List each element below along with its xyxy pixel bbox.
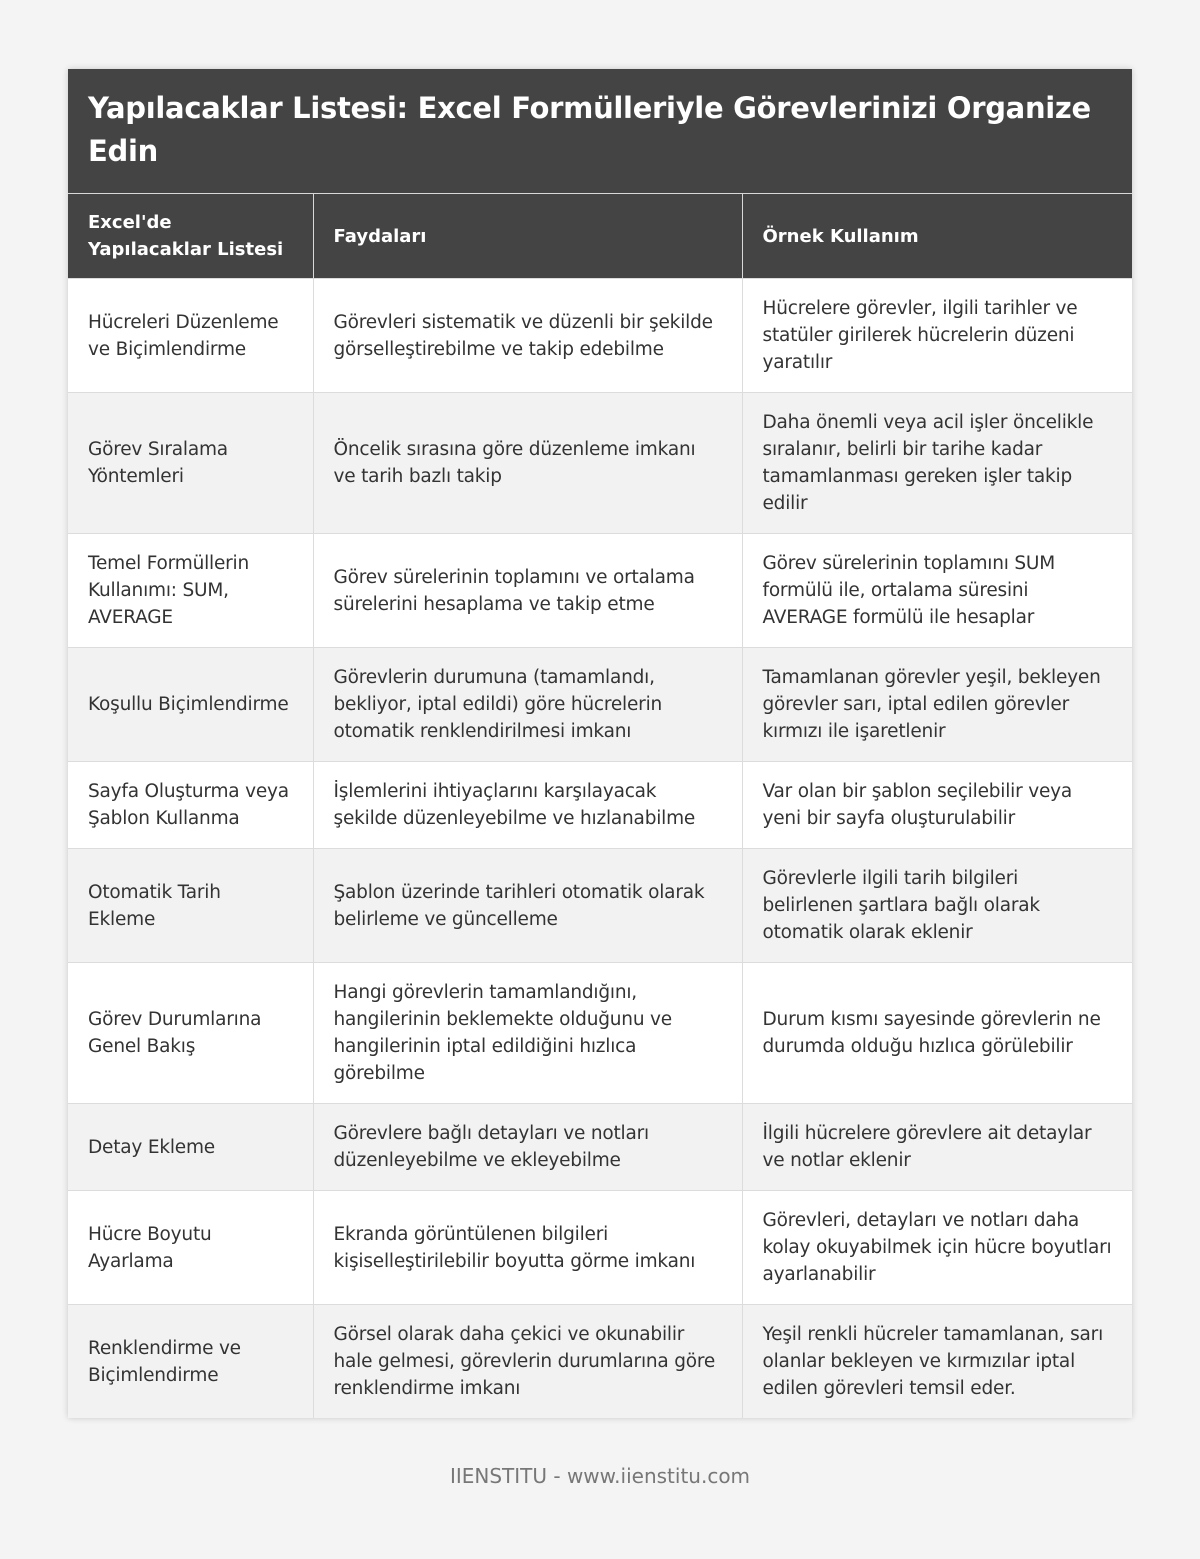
data-table [68,194,1132,1418]
table-row [68,762,1132,849]
table-row [68,393,1132,534]
table-cell: Şablon üzerinde tarihleri otomatik olarak belirleme ve güncelleme [313,849,742,963]
table-header [68,194,1132,279]
table-row [68,534,1132,648]
table-cell: Görevlerle ilgili tarih bilgileri belirlenen şartlara bağlı olarak otomatik olarak eklenir [742,849,1132,963]
table-row [68,1191,1132,1305]
table-cell: Tamamlanan görevler yeşil, bekleyen görevler sarı, iptal edilen görevler kırmızı ile işaretlenir [742,648,1132,762]
table-cell: Öncelik sırasına göre düzenleme imkanı ve tarih bazlı takip [313,393,742,534]
table-cell: Detay Ekleme [68,1104,313,1191]
table-cell: Görev sürelerinin toplamını SUM formülü ile, ortalama süresini AVERAGE formülü ile hesaplar [742,534,1132,648]
table-body [68,279,1132,1419]
table-cell: Görevleri sistematik ve düzenli bir şekilde görselleştirebilme ve takip edebilme [313,279,742,393]
table-cell: Daha önemli veya acil işler öncelikle sıralanır, belirli bir tarihe kadar tamamlanması gereken işler takip edilir [742,393,1132,534]
table-cell: Yeşil renkli hücreler tamamlanan, sarı olanlar bekleyen ve kırmızılar iptal edilen görevleri temsil eder. [742,1305,1132,1419]
table-cell: Görevlere bağlı detayları ve notları düzenleyebilme ve ekleyebilme [313,1104,742,1191]
table-cell: Görevlerin durumuna (tamamlandı, bekliyor, iptal edildi) göre hücrelerin otomatik renklendirilmesi imkanı [313,648,742,762]
table-cell: Temel Formüllerin Kullanımı: SUM, AVERAGE [68,534,313,648]
table-cell: Hücre Boyutu Ayarlama [68,1191,313,1305]
table-cell: Var olan bir şablon seçilebilir veya yeni bir sayfa oluşturulabilir [742,762,1132,849]
table-cell: Hangi görevlerin tamamlandığını, hangilerinin beklemekte olduğunu ve hangilerinin iptal edildiğini hızlıca görebilme [313,963,742,1104]
table-cell: Hücreleri Düzenleme ve Biçimlendirme [68,279,313,393]
table-cell: Renklendirme ve Biçimlendirme [68,1305,313,1419]
table-cell: İşlemlerini ihtiyaçlarını karşılayacak şekilde düzenleyebilme ve hızlanabilme [313,762,742,849]
table-cell: Otomatik Tarih Ekleme [68,849,313,963]
table-cell: Görevleri, detayları ve notları daha kolay okuyabilmek için hücre boyutları ayarlanabilir [742,1191,1132,1305]
table-cell: Görev sürelerinin toplamını ve ortalama sürelerini hesaplama ve takip etme [313,534,742,648]
table-cell: Görev Durumlarına Genel Bakış [68,963,313,1104]
page-title: Yapılacaklar Listesi: Excel Formülleriyle Görevlerinizi Organize Edin [68,69,1132,194]
footer-credit: IIENSTITU - www.iienstitu.com [449,1464,751,1488]
table-row [68,849,1132,963]
table-cell: Durum kısmı sayesinde görevlerin ne durumda olduğu hızlıca görülebilir [742,963,1132,1104]
table-row [68,963,1132,1104]
table-cell: Sayfa Oluşturma veya Şablon Kullanma [68,762,313,849]
column-header: Excel'de Yapılacaklar Listesi [68,194,313,279]
table-cell: Hücrelere görevler, ilgili tarihler ve statüler girilerek hücrelerin düzeni yaratılır [742,279,1132,393]
table-row [68,648,1132,762]
table-cell: İlgili hücrelere görevlere ait detaylar ve notlar eklenir [742,1104,1132,1191]
column-header: Faydaları [313,194,742,279]
table-cell: Görsel olarak daha çekici ve okunabilir hale gelmesi, görevlerin durumlarına göre renklendirme imkanı [313,1305,742,1419]
table-row [68,1305,1132,1419]
header-row [68,194,1132,279]
table-cell: Görev Sıralama Yöntemleri [68,393,313,534]
column-header: Örnek Kullanım [742,194,1132,279]
table-row [68,1104,1132,1191]
table-cell: Ekranda görüntülenen bilgileri kişiselleştirilebilir boyutta görme imkanı [313,1191,742,1305]
table-card [68,69,1132,1418]
table-cell: Koşullu Biçimlendirme [68,648,313,762]
table-row [68,279,1132,393]
